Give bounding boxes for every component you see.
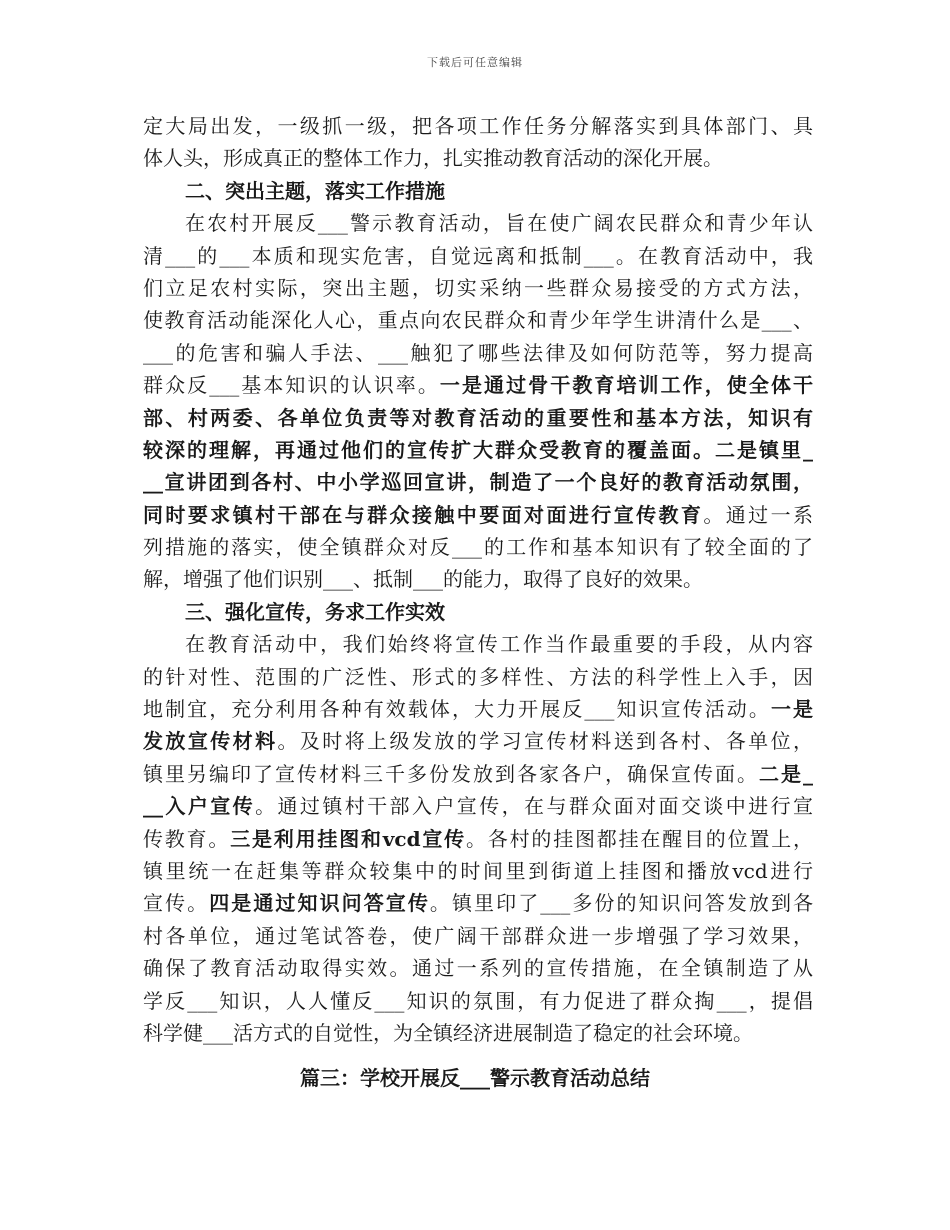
paragraph-line xyxy=(143,758,813,790)
paragraph-line xyxy=(143,402,813,434)
paragraph-line xyxy=(143,952,813,984)
paragraph-line xyxy=(143,628,813,660)
bold-text-run: 同时要求镇村干部在与群众接触中要面对面进行宣传教育 xyxy=(143,502,704,527)
text-run: 宣传。 xyxy=(143,891,210,916)
bold-text-run: __宣讲团到各村、中小学巡回宣讲，制造了一个良好的教育活动氛围， xyxy=(143,470,813,495)
paragraph-line xyxy=(143,855,813,887)
text-run: 镇里另编印了宣传材料三千多份发放到各家各户，确保宣传面。 xyxy=(143,761,759,786)
text-run: 学反___知识，人人懂反___知识的氛围，有力促进了群众掏___，提倡 xyxy=(143,988,813,1013)
text-run: 解，增强了他们识别___、抵制___的能力，取得了良好的效果。 xyxy=(143,567,703,592)
bold-text-run: __入户宣传 xyxy=(143,794,256,819)
text-run: 。镇里印了___多份的知识问答发放到各 xyxy=(429,891,813,916)
paragraph-line: 体人头，形成真正的整体工作力，扎实推动教育活动的深化开展。 xyxy=(143,146,723,171)
paragraph-line xyxy=(143,1017,813,1049)
paragraph-line xyxy=(143,693,813,725)
bold-text-run: 三是利用挂图和vcd宣传 xyxy=(230,826,466,851)
page-header-note: 下载后可任意编辑 xyxy=(427,56,523,69)
paragraph-line xyxy=(143,661,813,693)
text-run: 确保了教育活动取得实效。通过一系列的宣传措施，在全镇制造了从 xyxy=(143,956,813,981)
bold-text-run: 四是通过知识问答宣传 xyxy=(209,891,430,916)
text-run: 在教育活动中，我们始终将宣传工作当作最重要的手段，从内容 xyxy=(185,632,813,657)
text-run: 。各村的挂图都挂在醒目的位置上， xyxy=(466,826,813,851)
paragraph-line xyxy=(143,207,813,239)
text-run: 村各单位，通过笔试答卷，使广阔干部群众进一步增强了学习效果， xyxy=(143,923,813,948)
text-run: 们立足农村实际，突出主题，切实采纳一些群众易接受的方式方法， xyxy=(143,275,813,300)
paragraph-line xyxy=(143,466,813,498)
paragraph-line xyxy=(143,790,813,822)
paragraph-line xyxy=(143,725,813,757)
paragraph-line xyxy=(143,985,813,1017)
section-heading: 三、强化宣传，务求工作实效 xyxy=(185,599,445,624)
text-run: 。通过镇村干部入户宣传，在与群众面对面交谈中进行宣 xyxy=(255,794,813,819)
bold-text-run: 一是通过骨干教育培训工作，使全体干 xyxy=(439,373,813,398)
bold-text-run: 发放宣传材料 xyxy=(143,729,278,754)
paragraph-line xyxy=(143,304,813,336)
paragraph-line xyxy=(143,823,813,855)
text-run: 群众反___基本知识的认识率。 xyxy=(143,373,440,398)
text-run: 清___的___本质和现实危害，自觉远离和抵制___。在教育活动中，我 xyxy=(143,243,813,268)
section-heading: 二、突出主题，落实工作措施 xyxy=(185,178,445,203)
text-run: 地制宜，充分利用各种有效载体，大力开展反___知识宣传活动。 xyxy=(143,697,771,722)
text-run: 科学健___活方式的自觉性，为全镇经济进展制造了稳定的社会环境。 xyxy=(143,1020,753,1045)
paragraph-line xyxy=(143,337,813,369)
text-run: 镇里统一在赶集等群众较集中的时间里到街道上挂图和播放vcd进行 xyxy=(143,858,813,883)
paragraph-line xyxy=(143,272,813,304)
next-article-title: 篇三：学校开展反___警示教育活动总结 xyxy=(300,1066,650,1090)
document-body xyxy=(143,110,813,1049)
bold-text-run: 一是 xyxy=(770,697,813,722)
text-run: 的针对性、范围的广泛性、形式的多样性、方法的科学性上入手，因 xyxy=(143,664,813,689)
paragraph-line xyxy=(143,369,813,401)
bold-text-run: 部、村两委、各单位负责等对教育活动的重要性和基本方法，知识有 xyxy=(143,405,813,430)
text-run: 。通过一系 xyxy=(703,502,813,527)
text-run: 。及时将上级发放的学习宣传材料送到各村、各单位， xyxy=(277,729,813,754)
paragraph-line xyxy=(143,499,813,531)
text-run: 列措施的落实，使全镇群众对反___的工作和基本知识有了较全面的了 xyxy=(143,535,813,560)
paragraph-line xyxy=(143,531,813,563)
paragraph-line xyxy=(143,920,813,952)
text-run: 传教育。 xyxy=(143,826,231,851)
paragraph-line: 定大局出发，一级抓一级，把各项工作任务分解落实到具体部门、具 xyxy=(143,114,813,138)
paragraph-line xyxy=(143,887,813,919)
bold-text-run: 较深的理解，再通过他们的宣传扩大群众受教育的覆盖面。二是镇里_ xyxy=(143,437,813,462)
bold-text-run: 二是_ xyxy=(759,761,813,786)
text-run: ___的危害和骗人手法、___触犯了哪些法律及如何防范等，努力提高 xyxy=(143,340,813,365)
text-run: 使教育活动能深化人心，重点向农民群众和青少年学生讲清什么是___、 xyxy=(143,308,813,333)
paragraph-line xyxy=(143,240,813,272)
paragraph-line xyxy=(143,434,813,466)
text-run: 在农村开展反___警示教育活动，旨在使广阔农民群众和青少年认 xyxy=(185,211,813,236)
paragraph-line xyxy=(143,563,813,595)
